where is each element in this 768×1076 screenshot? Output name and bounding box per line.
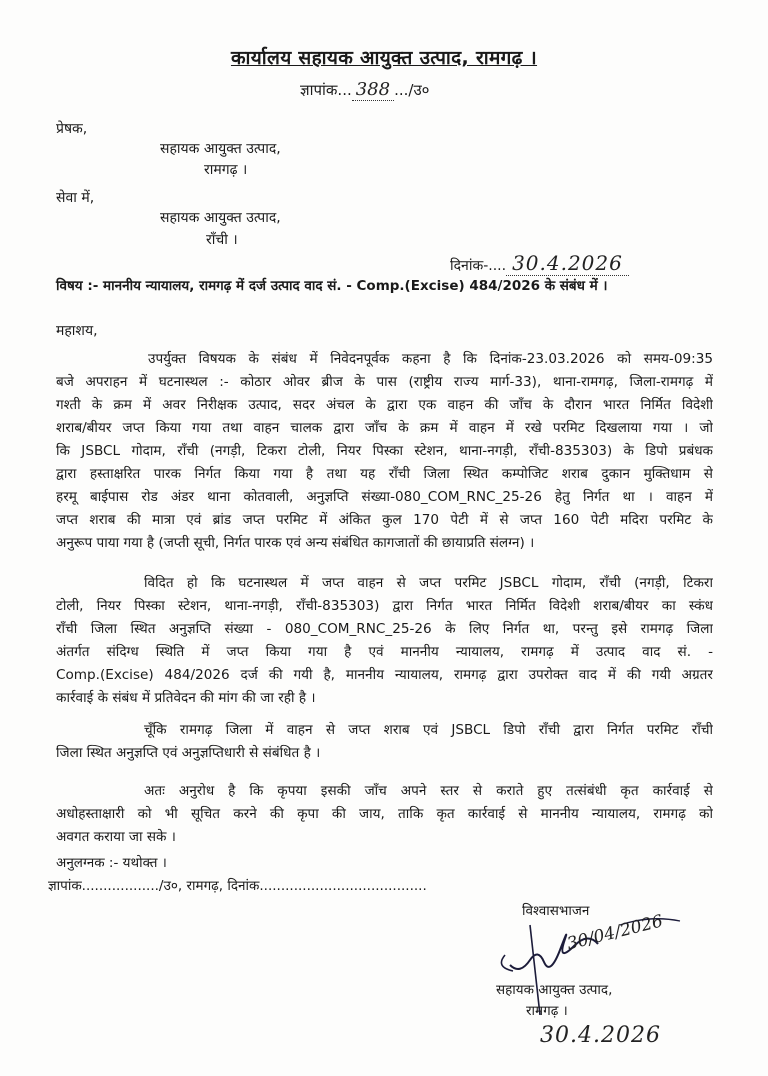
- para1-line: जप्त शराब की मात्रा एवं ब्रांड जप्त परमिट में अंकित कुल 170 पेटी में से जप्त 160 पेटी मदिरा परमिट के: [56, 512, 713, 528]
- para1-line: अनुरूप पाया गया है (जप्ती सूची, निर्गत पारक एवं अन्य संबंधित कागजातों की छायाप्रति संलग्न) ।: [56, 535, 535, 551]
- para2-line: राँची जिला स्थित अनुज्ञप्ति संख्या - 080_COM_RNC_25-26 के लिए निर्गत था, परन्तु इसे रामगढ़ जिला: [56, 621, 713, 637]
- para2-line: अंतर्गत संदिग्ध स्थिति में जप्त किया गया है एवं माननीय न्यायालय, रामगढ़ में उत्पाद वाद सं. -: [56, 644, 713, 660]
- ref-suffix: .../उ०: [394, 81, 430, 99]
- para4-line: अतः अनुरोध है कि कृपया इसकी जाँच अपने स्तर से कराते हुए तत्संबंधी कृत कार्रवाई से: [144, 783, 713, 799]
- recipient-label: सेवा में,: [56, 190, 95, 206]
- closing-text: विश्वासभाजन: [522, 903, 590, 919]
- recipient-line2: राँची ।: [206, 232, 238, 248]
- para2-line: टोली, नियर पिस्का स्टेशन, थाना-नगड़ी, राँची-835303) द्वारा निर्गत भारत निर्मित विदेशी शराब/बीयर का स्कंध: [56, 598, 713, 614]
- subject-line: विषय :- माननीय न्यायालय, रामगढ़ में दर्ज उत्पाद वाद सं. - Comp.(Excise) 484/2026 के संबंध में ।: [56, 278, 608, 294]
- ref-number: 388: [352, 79, 394, 101]
- memo-reference: [300, 79, 429, 100]
- para2-line: विदित हो कि घटनास्थल में जप्त वाहन से जप्त परमिट JSBCL गोदाम, राँची (नगड़ी, टिकरा: [144, 575, 713, 591]
- para1-line: कि JSBCL गोदाम, राँची (नगड़ी, टिकरा टोली, नियर पिस्का स्टेशन, थाना-नगड़ी, राँची-835303) के डिपो प्रबंधक: [56, 443, 713, 459]
- recipient-line1: सहायक आयुक्त उत्पाद,: [160, 210, 281, 226]
- salutation: महाशय,: [56, 323, 98, 339]
- paragraph-4: [56, 780, 713, 849]
- para1-line: बजे अपराहन में घटनास्थल :- कोठार ओवर ब्रीज के पास (राष्ट्रीय राज्य मार्ग-33), थाना-रामगढ़, जिला-रामगढ़ में: [56, 374, 713, 390]
- para2-line: Comp.(Excise) 484/2026 दर्ज की गयी है, माननीय न्यायालय, रामगढ़ द्वारा उपरोक्त वाद में की गयी अग्रतर: [56, 667, 713, 683]
- para3-line: चूँकि रामगढ़ जिला में वाहन से जप्त शराब एवं JSBCL डिपो राँची द्वारा निर्गत परमिट राँची: [144, 722, 713, 738]
- para1-line: गश्ती के क्रम में अवर निरीक्षक उत्पाद, सदर अंचल के द्वारा एक वाहन की जाँच के दौरान भारत निर्मित विदेशी: [56, 397, 713, 413]
- para1-line: द्वारा हस्ताक्षरित पारक निर्गत किया गया है तथा यह राँची जिला स्थित कम्पोजिट शराब दुकान मुक्तिधाम से: [56, 466, 713, 482]
- paragraph-1: [56, 348, 713, 555]
- para4-line: अवगत कराया जा सके ।: [56, 829, 176, 845]
- signature-designation: सहायक आयुक्त उत्पाद,: [496, 982, 613, 998]
- para3-line: जिला स्थित अनुज्ञप्ति एवं अनुज्ञप्तिधारी से संबंधित है ।: [56, 745, 321, 761]
- para1-line: शराब/बीयर जप्त किया गया तथा वाहन चालक द्वारा जाँच के क्रम में वाहन में रखे परमिट दिखलाया गया । जो: [56, 420, 713, 436]
- office-title: कार्यालय सहायक आयुक्त उत्पाद, रामगढ़ ।: [230, 47, 538, 69]
- date-label: दिनांक-....: [450, 258, 507, 274]
- enclosure-line: अनुलग्नक :- यथोक्त ।: [56, 855, 167, 871]
- initial-date: 30/04/2026: [565, 911, 665, 955]
- signature-block: [470, 895, 720, 1065]
- sender-line2: रामगढ़ ।: [204, 162, 248, 178]
- paragraph-2: [56, 572, 713, 710]
- memo-copy-line: ज्ञापांक................../उ०, रामगढ़, दिनांक.......................................: [48, 878, 427, 894]
- para2-line: कार्रवाई के संबंध में प्रतिवेदन की मांग की जा रही है ।: [56, 690, 316, 706]
- sender-label: प्रेषक,: [56, 121, 88, 137]
- signature-place: रामगढ़ ।: [526, 1003, 568, 1019]
- para4-line: अधोहस्ताक्षारी को भी सूचित करने की कृपा की जाय, ताकि कृत कार्रवाई से माननीय न्यायालय, रामगढ़ को: [56, 806, 713, 822]
- ref-prefix: ज्ञापांक...: [300, 81, 352, 99]
- para1-line: उपर्युक्त विषयक के संबंध में निवेदनपूर्वक कहना है कि दिनांक-23.03.2026 को समय-09:35: [148, 351, 713, 367]
- letter-date: [450, 251, 629, 275]
- sender-line1: सहायक आयुक्त उत्पाद,: [160, 141, 281, 157]
- paragraph-3: [56, 719, 713, 765]
- para1-line: हरमू बाईपास रोड अंडर थाना कोतवाली, अनुज्ञप्ति संख्या-080_COM_RNC_25-26 हेतु निर्गत था । वाहन में: [56, 489, 713, 505]
- signature-handwritten-date: 30.4.2026: [540, 1023, 661, 1048]
- date-value: 30.4.2026: [506, 251, 629, 276]
